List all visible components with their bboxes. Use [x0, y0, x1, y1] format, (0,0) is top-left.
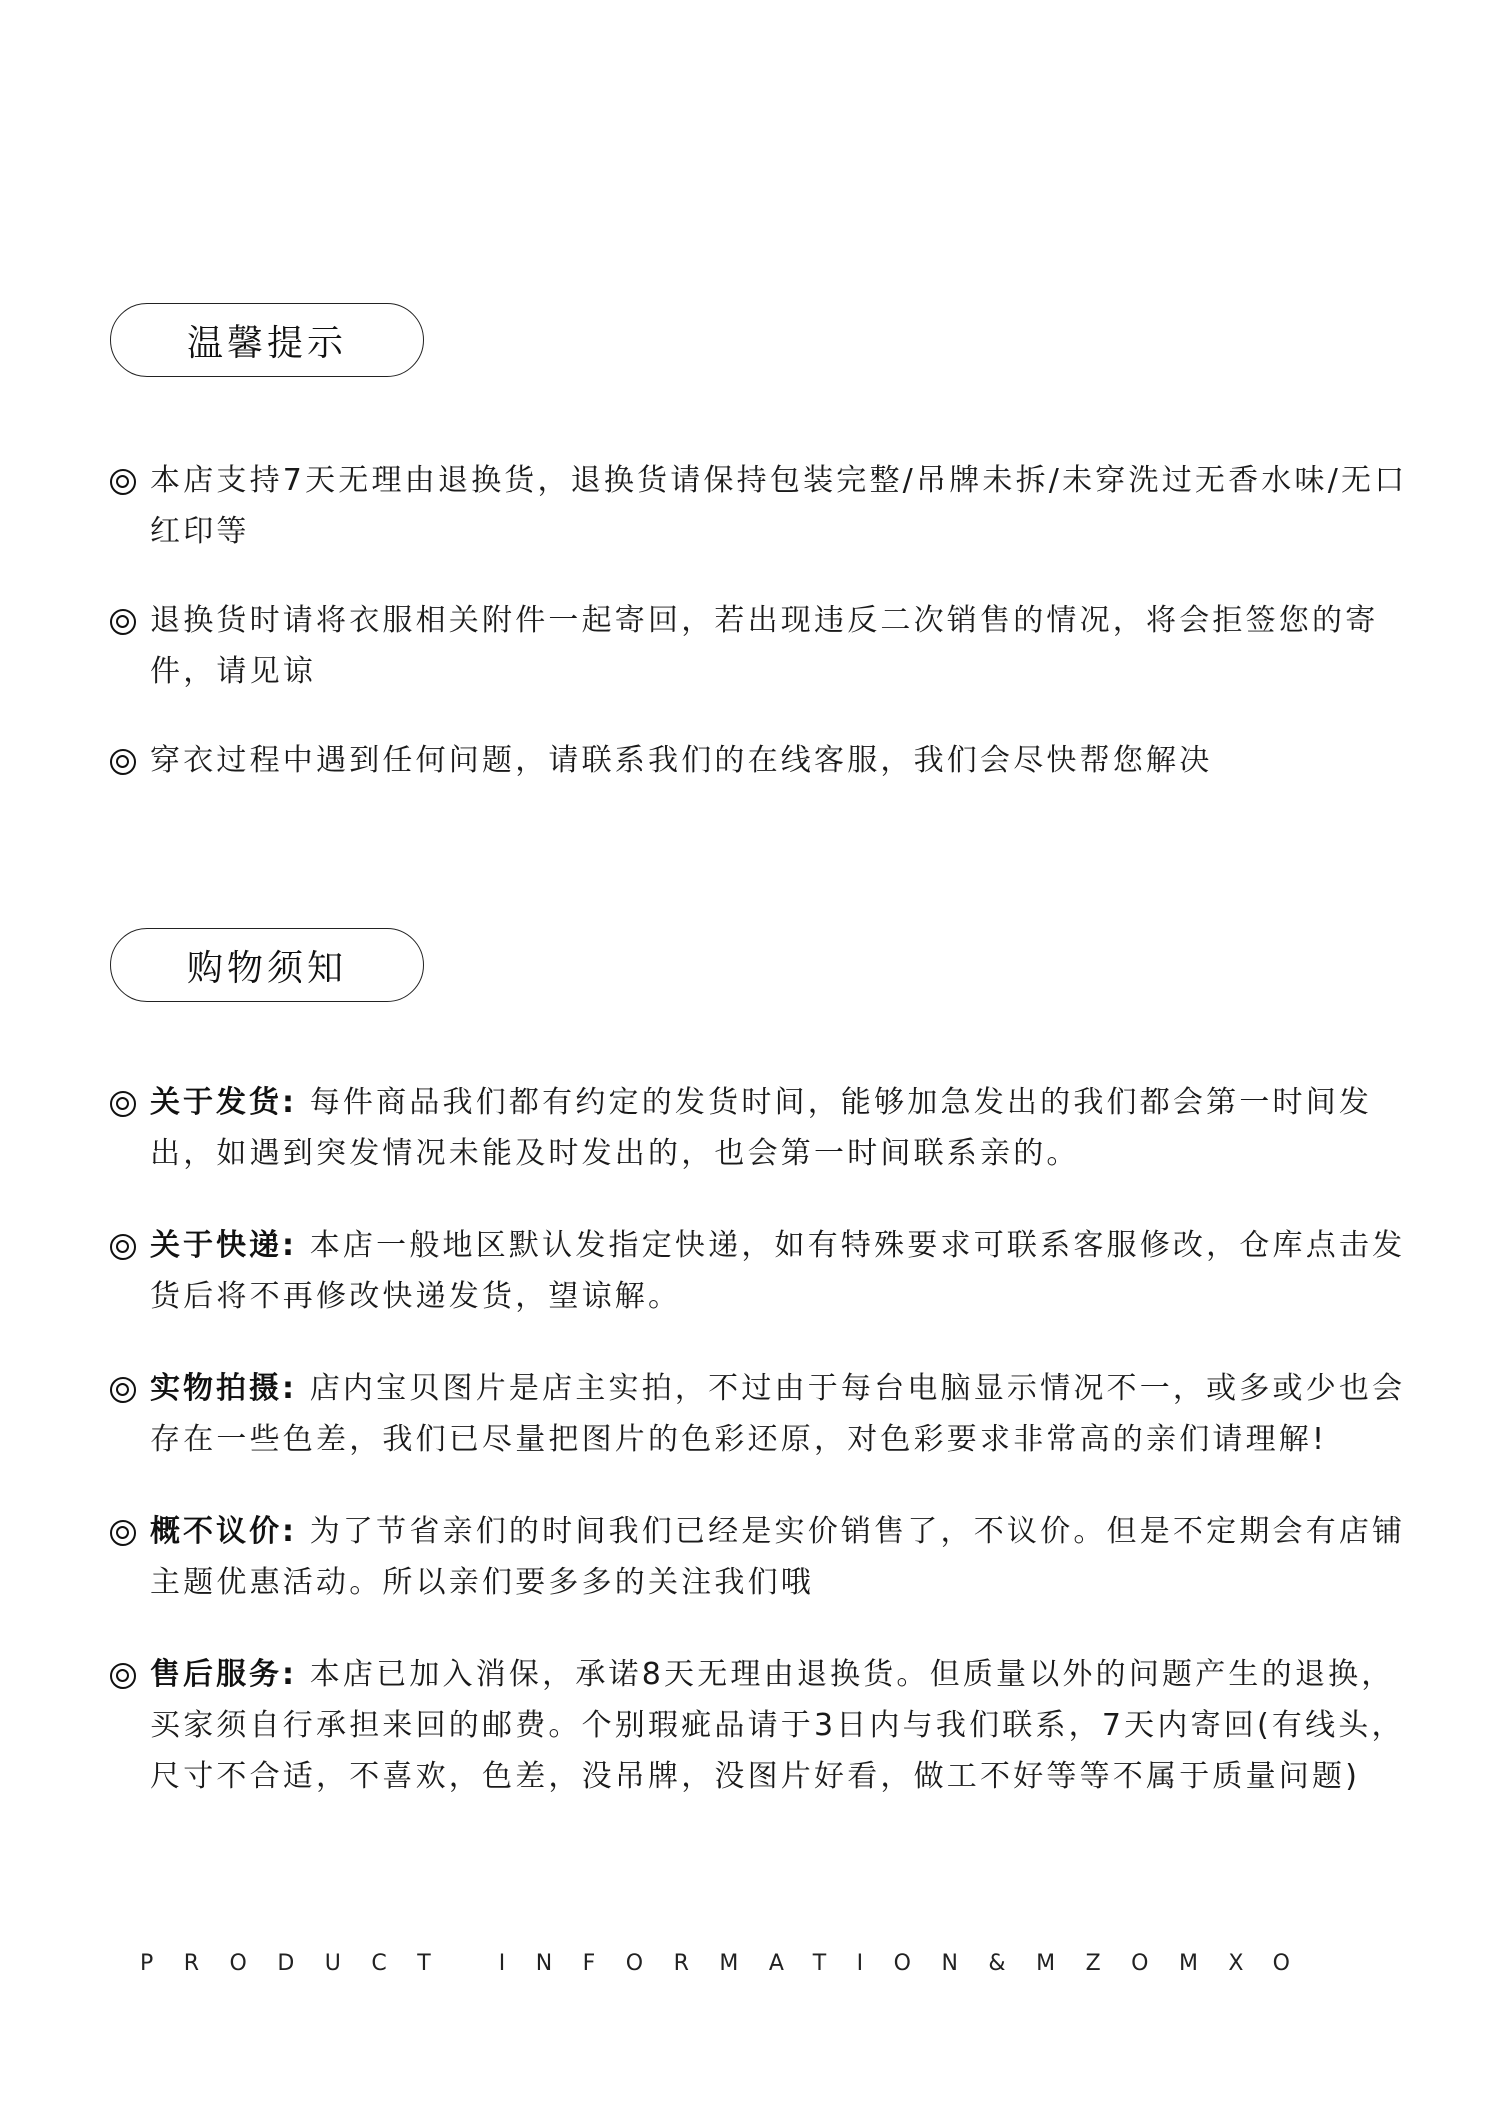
tips-list — [110, 455, 1420, 824]
item-label: 售后服务: — [150, 1657, 297, 1692]
double-circle-bullet-icon — [110, 1649, 146, 1700]
double-circle-bullet-icon — [110, 1506, 146, 1557]
item-text: 每件商品我们都有约定的发货时间，能够加急发出的我们都会第一时间发出，如遇到突发情况未能及时发出的，也会第一时间联系亲的。 — [150, 1085, 1373, 1171]
item-text: 为了节省亲们的时间我们已经是实价销售了，不议价。但是不定期会有店铺主题优惠活动。所以亲们要多多的关注我们哦 — [150, 1514, 1406, 1600]
item-text: 店内宝贝图片是店主实拍，不过由于每台电脑显示情况不一，或多或少也会存在一些色差，我们已尽量把图片的色彩还原，对色彩要求非常高的亲们请理解! — [150, 1371, 1406, 1457]
list-item — [110, 1363, 1420, 1465]
list-item — [110, 1649, 1420, 1802]
item-text: 本店已加入消保，承诺8天无理由退换货。但质量以外的问题产生的退换，买家须自行承担来回的邮费。个别瑕疵品请于3日内与我们联系，7天内寄回(有线头，尺寸不合适，不喜欢，色差，没吊牌，没图片好看，做工不好等等不属于质量问题) — [150, 1657, 1405, 1794]
section-title-shopping-notes — [110, 928, 424, 1002]
item-label: 实物拍摄: — [150, 1371, 297, 1406]
list-item — [110, 455, 1420, 557]
item-text: 本店支持7天无理由退换货，退换货请保持包装完整/吊牌未拆/未穿洗过无香水味/无口红印等 — [150, 463, 1408, 549]
list-item — [110, 735, 1420, 786]
list-item — [110, 595, 1420, 697]
item-label: 关于发货: — [150, 1085, 297, 1120]
item-text: 穿衣过程中遇到任何问题，请联系我们的在线客服，我们会尽快帮您解决 — [150, 743, 1213, 778]
shopping-notes-list — [110, 1077, 1420, 1843]
double-circle-bullet-icon — [110, 595, 146, 646]
double-circle-bullet-icon — [110, 1077, 146, 1128]
section-title-text: 温馨提示 — [186, 322, 347, 364]
section-title-text: 购物须知 — [186, 947, 347, 989]
item-text: 本店一般地区默认发指定快递，如有特殊要求可联系客服修改，仓库点击发货后将不再修改快递发货，望谅解。 — [150, 1228, 1406, 1314]
item-text: 退换货时请将衣服相关附件一起寄回，若出现违反二次销售的情况，将会拒签您的寄件，请见谅 — [150, 603, 1379, 689]
item-label: 关于快递: — [150, 1228, 297, 1263]
double-circle-bullet-icon — [110, 1363, 146, 1414]
footer-text: PRODUCT INFORMATION&MZOMXO — [140, 1951, 1321, 1976]
list-item — [110, 1077, 1420, 1179]
double-circle-bullet-icon — [110, 1220, 146, 1271]
double-circle-bullet-icon — [110, 455, 146, 506]
section-title-tips — [110, 303, 424, 377]
list-item — [110, 1506, 1420, 1608]
list-item — [110, 1220, 1420, 1322]
double-circle-bullet-icon — [110, 735, 146, 786]
item-label: 概不议价: — [150, 1514, 297, 1549]
